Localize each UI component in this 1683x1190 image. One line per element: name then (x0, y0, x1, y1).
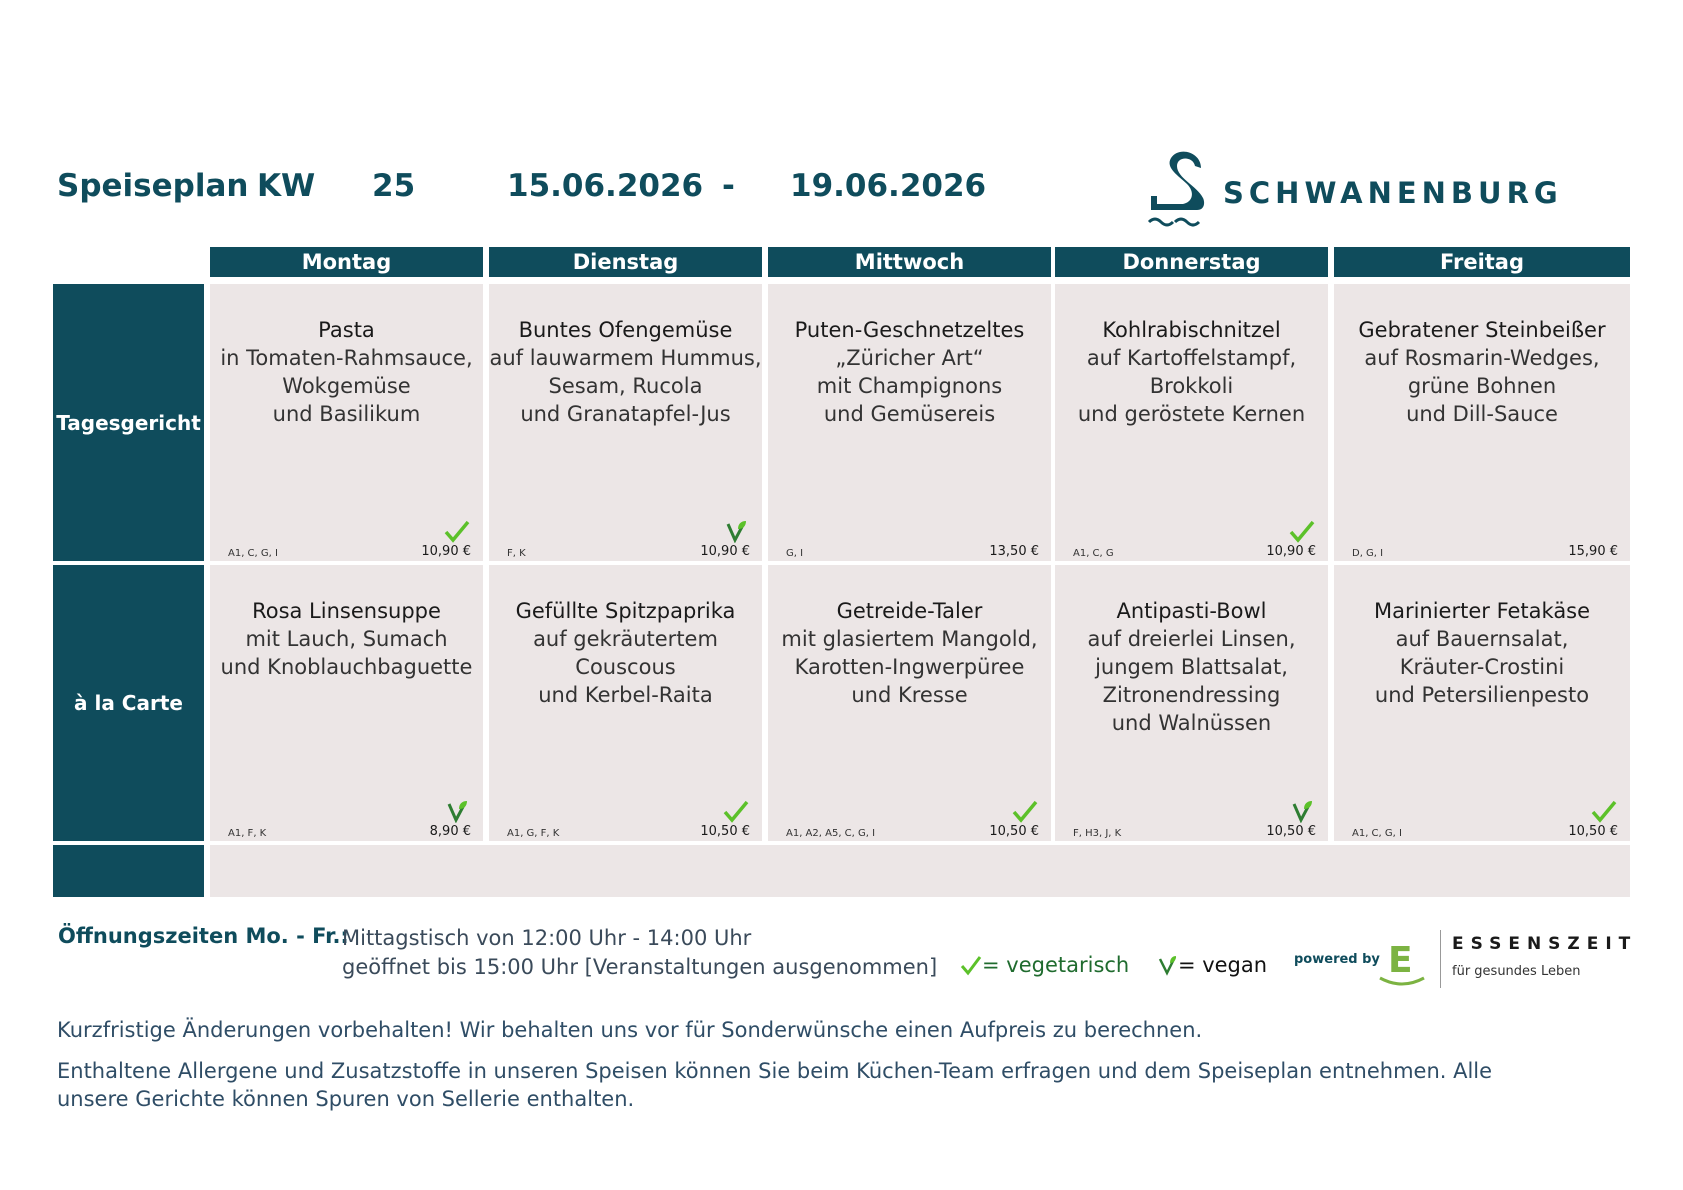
dish-title: Pasta (318, 318, 375, 342)
dish-allergens: G, I (786, 548, 804, 559)
row-label-tagesgericht: Tagesgericht (53, 284, 204, 561)
dish-description: auf Rosmarin-Wedges, grüne Bohnen und Dill-Sauce (1364, 346, 1600, 426)
dish-cell (210, 284, 483, 561)
date-to: 19.06.2026 (790, 168, 987, 204)
page-title: Speiseplan (57, 168, 249, 204)
schwanenburg-logo (1143, 142, 1573, 232)
dish-description: auf Bauernsalat, Kräuter-Crostini und Petersilienpesto (1374, 627, 1590, 707)
kw-label: KW (257, 168, 316, 204)
dish-allergens: A1, G, F, K (507, 828, 560, 839)
dish-cell (1055, 565, 1328, 841)
dish-price: 15,90 € (1568, 544, 1618, 559)
vegetarian-check-icon (960, 954, 982, 976)
legend-vegetarian: = vegetarisch (960, 953, 1129, 977)
brand-divider (1440, 930, 1441, 988)
day-header-dienstag: Dienstag (489, 247, 762, 277)
dish-title: Antipasti-Bowl (1116, 599, 1267, 623)
vegetarian-check-icon (1011, 799, 1039, 823)
kw-number: 25 (372, 168, 416, 204)
dish-title: Buntes Ofengemüse (518, 318, 733, 342)
dish-title: Puten-Geschnetzeltes (794, 318, 1025, 342)
vegan-leaf-icon (722, 519, 750, 543)
dish-description: auf lauwarmem Hummus, Sesam, Rucola und Granatapfel-Jus (489, 346, 762, 426)
dish-allergens: A1, C, G, I (1352, 828, 1402, 839)
dish-description: auf dreierlei Linsen, jungem Blattsalat, Zitronendressing und Walnüssen (1087, 627, 1296, 735)
hours-line-1: Mittagstisch von 12:00 Uhr - 14:00 Uhr (342, 926, 752, 950)
dish-description: „Züricher Art“ mit Champignons und Gemüsereis (816, 346, 1003, 426)
date-from: 15.06.2026 (507, 168, 704, 204)
dish-price: 10,50 € (989, 824, 1039, 839)
day-header-freitag: Freitag (1334, 247, 1630, 277)
vegan-leaf-icon (1158, 954, 1178, 976)
dish-price: 10,50 € (700, 824, 750, 839)
dish-description: mit Lauch, Sumach und Knoblauchbaguette (220, 627, 473, 679)
essenszeit-e-icon (1378, 930, 1428, 992)
dish-cell (768, 284, 1051, 561)
dish-cell (1334, 565, 1630, 841)
legend-vegan: = vegan (1158, 953, 1267, 977)
dish-allergens: A1, A2, A5, C, G, I (786, 828, 876, 839)
hours-line-2: geöffnet bis 15:00 Uhr [Veranstaltungen ausgenommen] (342, 955, 938, 979)
dish-allergens: F, K (507, 548, 526, 559)
dish-price: 13,50 € (989, 544, 1039, 559)
dish-cell (210, 565, 483, 841)
vegetarian-check-icon (722, 799, 750, 823)
dish-allergens: F, H3, J, K (1073, 828, 1122, 839)
dish-title: Rosa Linsensuppe (252, 599, 441, 623)
dish-price: 10,50 € (1568, 824, 1618, 839)
day-header-donnerstag: Donnerstag (1055, 247, 1328, 277)
day-header-montag: Montag (210, 247, 483, 277)
legend (960, 953, 1267, 981)
row-label-empty (53, 845, 204, 897)
dish-title: Gebratener Steinbeißer (1358, 318, 1606, 342)
dish-cell (489, 565, 762, 841)
menu-header (57, 168, 1057, 218)
dish-price: 10,50 € (1266, 824, 1316, 839)
essenszeit-logo (1378, 930, 1638, 992)
dish-title: Kohlrabischnitzel (1102, 318, 1281, 342)
dish-allergens: A1, F, K (228, 828, 267, 839)
dish-price: 10,90 € (1266, 544, 1316, 559)
swan-icon (1143, 142, 1223, 232)
dish-title: Gefüllte Spitzpaprika (515, 599, 736, 623)
note-allergens: Enthaltene Allergene und Zusatzstoffe in unseren Speisen können Sie beim Küchen-Team erfragen und dem Speiseplan entnehmen. Alle unsere Gerichte können Spuren von Sellerie enthalten. (57, 1059, 1493, 1111)
opening-hours-label (58, 924, 349, 948)
dish-allergens: A1, C, G, I (228, 548, 278, 559)
dish-price: 10,90 € (700, 544, 750, 559)
opening-hours (342, 924, 937, 982)
dish-description: auf Kartoffelstampf, Brokkoli und geröstete Kernen (1077, 346, 1306, 426)
vegetarian-check-icon (1288, 519, 1316, 543)
vegan-leaf-icon (443, 799, 471, 823)
dish-description: in Tomaten-Rahmsauce, Wokgemüse und Basilikum (220, 346, 473, 426)
dish-allergens: A1, C, G (1073, 548, 1114, 559)
dish-cell (1334, 284, 1630, 561)
essenszeit-tagline: für gesundes Leben (1452, 964, 1581, 979)
day-header-mittwoch: Mittwoch (768, 247, 1051, 277)
powered-by: powered by (1294, 952, 1380, 967)
dish-allergens: D, G, I (1352, 548, 1384, 559)
dish-cell (768, 565, 1051, 841)
dish-title: Marinierter Fetakäse (1373, 599, 1591, 623)
vegetarian-check-icon (443, 519, 471, 543)
vegetarian-check-icon (1590, 799, 1618, 823)
dish-description: mit glasiertem Mangold, Karotten-Ingwerpüree und Kresse (781, 627, 1038, 707)
svg-text:E: E (1388, 940, 1413, 981)
dish-description: auf gekräutertem Couscous und Kerbel-Raita (533, 627, 718, 707)
dish-cell (489, 284, 762, 561)
empty-row (210, 845, 1630, 897)
date-dash: - (722, 168, 735, 204)
row-label-a-la-carte: à la Carte (53, 565, 204, 841)
vegan-leaf-icon (1288, 799, 1316, 823)
dish-price: 10,90 € (421, 544, 471, 559)
note-changes: Kurzfristige Änderungen vorbehalten! Wir behalten uns vor für Sonderwünsche einen Aufpreis zu berechnen. (57, 1018, 1203, 1042)
dish-cell (1055, 284, 1328, 561)
hours-label: Öffnungszeiten Mo. - Fr.: (58, 924, 349, 948)
essenszeit-brand: ESSENSZEIT (1452, 934, 1638, 954)
dish-title: Getreide-Taler (836, 599, 983, 623)
logo-wordmark: SCHWANENBURG (1223, 176, 1563, 210)
dish-price: 8,90 € (429, 824, 471, 839)
